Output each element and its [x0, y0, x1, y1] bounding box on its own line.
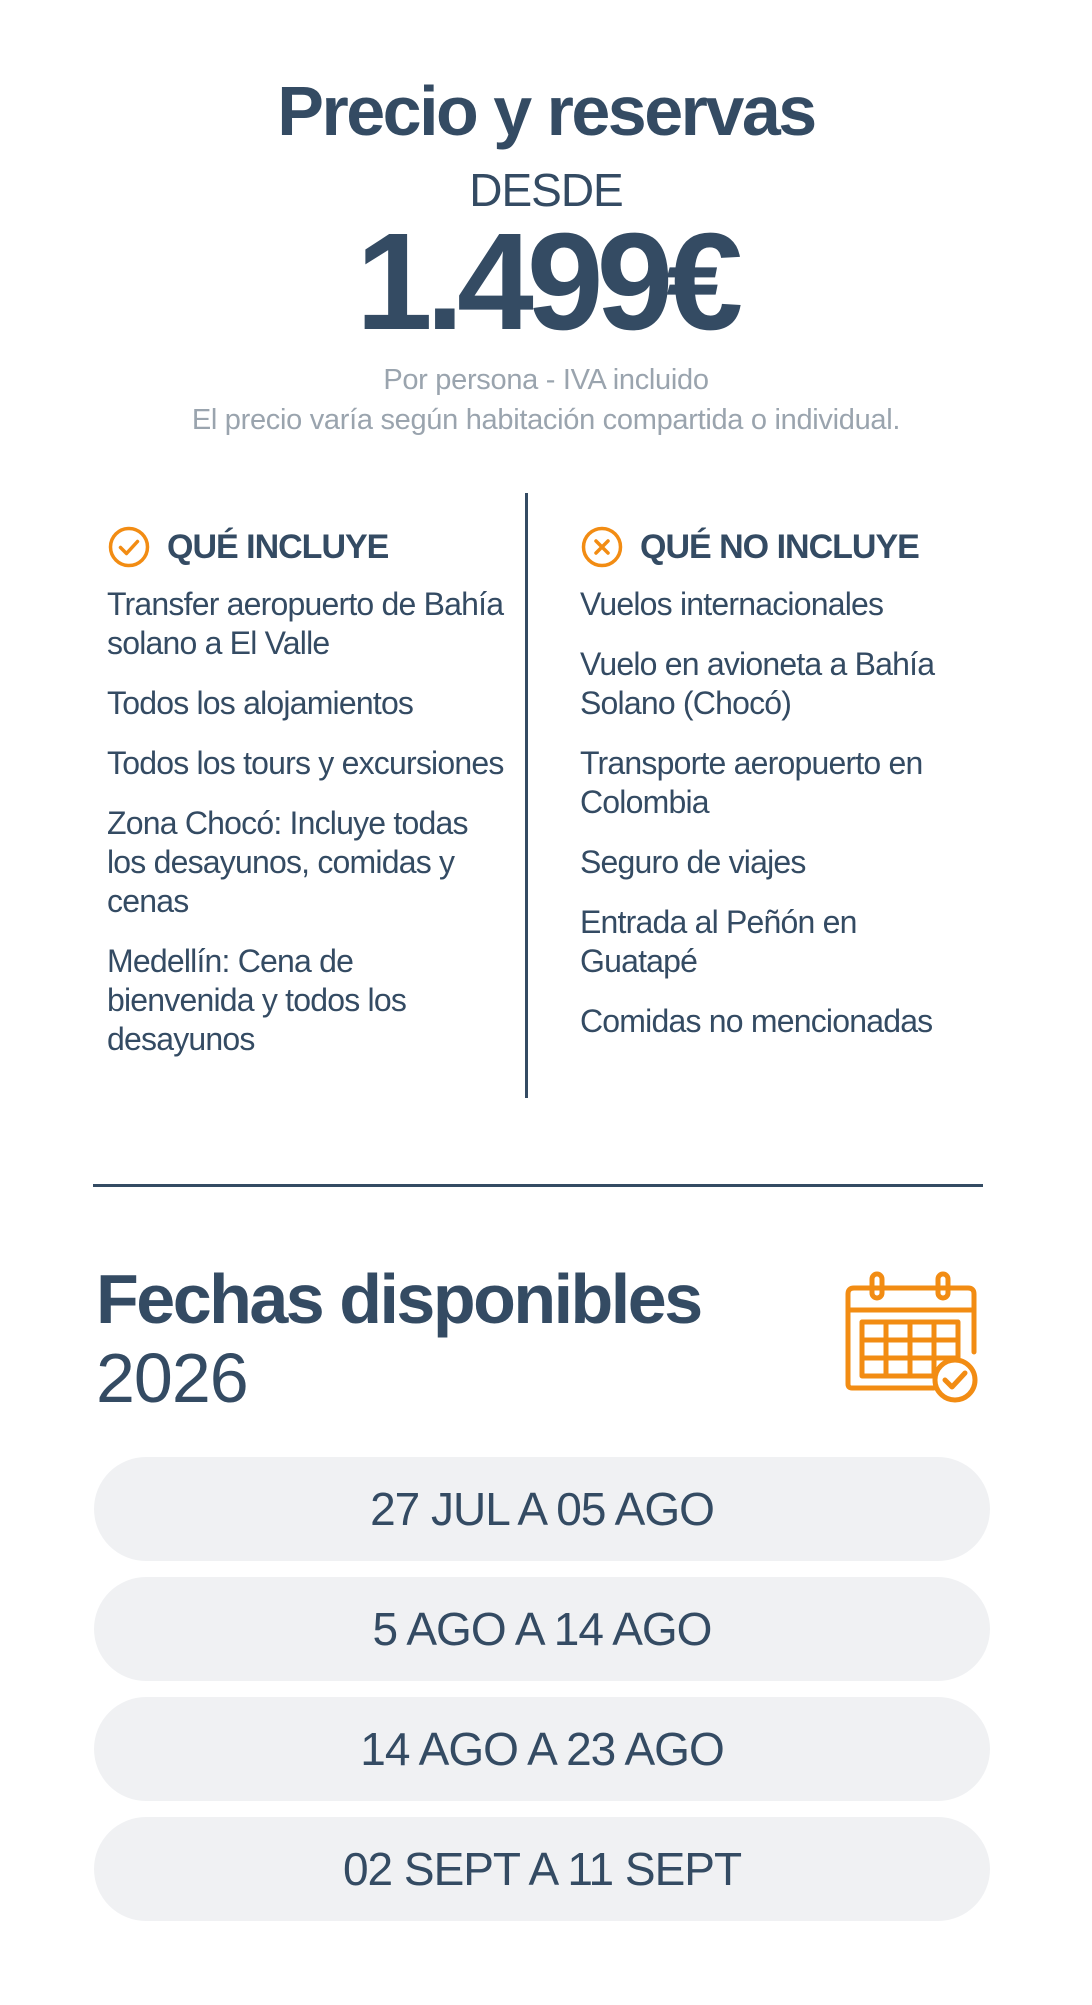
date-option[interactable]: 02 SEPT A 11 SEPT [94, 1817, 990, 1921]
excludes-item: Vuelo en avioneta a Bahía Solano (Chocó) [580, 646, 935, 721]
excludes-item: Comidas no mencionadas [580, 1003, 933, 1039]
price-amount: 1.499€ [355, 205, 737, 359]
price-section [0, 64, 1092, 440]
excludes-item: Vuelos internacionales [580, 586, 884, 622]
excludes-title: QUÉ NO INCLUYE [640, 527, 919, 566]
date-option[interactable]: 14 AGO A 23 AGO [94, 1697, 990, 1801]
calendar-check-icon [842, 1266, 982, 1406]
price-note [0, 360, 1092, 440]
dates-year: 2026 [96, 1339, 248, 1417]
dates-title: Fechas disponibles [96, 1260, 701, 1338]
includes-title: QUÉ INCLUYE [167, 527, 389, 566]
check-circle-icon [107, 525, 151, 569]
excludes-item: Entrada al Peñón en Guatapé [580, 904, 857, 979]
includes-section [0, 493, 1092, 1098]
includes-header [107, 523, 507, 571]
excludes-header [580, 523, 980, 571]
includes-item: Medellín: Cena de bienvenida y todos los desayunos [107, 943, 407, 1057]
excludes-item: Transporte aeropuerto en Colombia [580, 745, 923, 820]
price-prefix: DESDE [469, 164, 623, 216]
price-note-line-1: Por persona - IVA incluido [383, 364, 709, 396]
price-note-line-2: El precio varía según habitación compartida o individual. [191, 404, 901, 436]
excludes-column [580, 523, 980, 1062]
date-option[interactable]: 27 JUL A 05 AGO [94, 1457, 990, 1561]
includes-column [107, 523, 507, 1080]
includes-item: Transfer aeropuerto de Bahía solano a El Valle [107, 586, 504, 661]
includes-item: Todos los tours y excursiones [107, 745, 504, 781]
x-circle-icon [580, 525, 624, 569]
column-divider [525, 493, 528, 1098]
page-title: Precio y reservas [277, 72, 815, 150]
section-divider [93, 1184, 983, 1187]
includes-list [107, 585, 507, 1059]
excludes-list [580, 585, 980, 1041]
excludes-item: Seguro de viajes [580, 844, 806, 880]
date-options [94, 1457, 990, 1937]
includes-item: Todos los alojamientos [107, 685, 414, 721]
includes-item: Zona Chocó: Incluye todas los desayunos, comidas y cenas [107, 805, 468, 919]
date-option[interactable]: 5 AGO A 14 AGO [94, 1577, 990, 1681]
